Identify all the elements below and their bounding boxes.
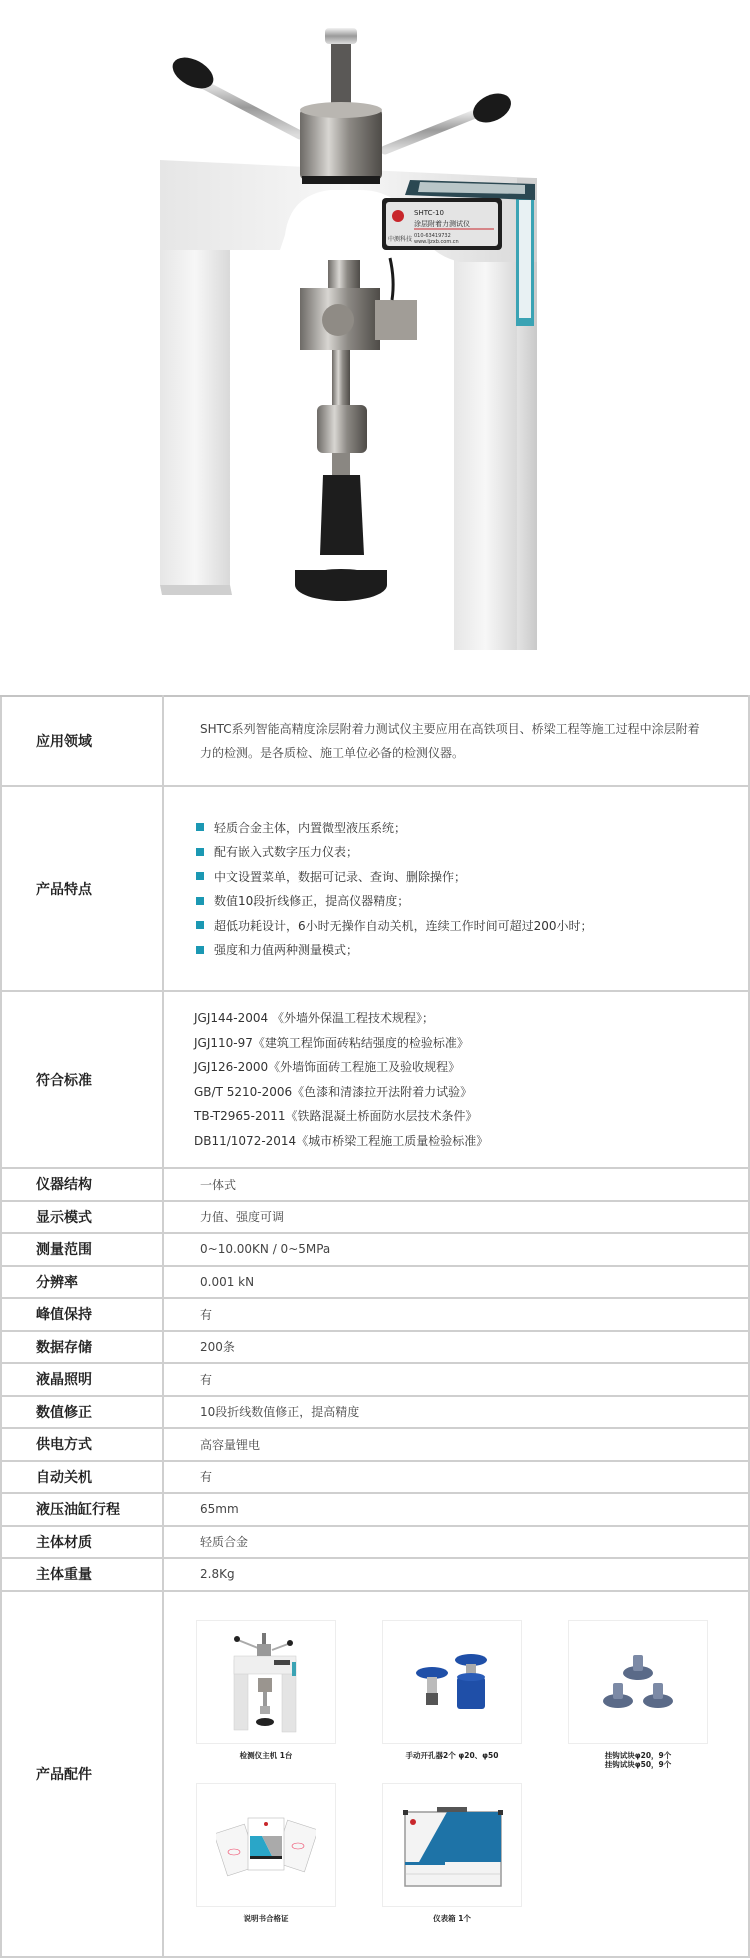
square-bullet-icon [196,921,204,929]
row-label: 峰值保持 [1,1298,163,1331]
row-label: 符合标准 [1,991,163,1168]
row-label: 分辨率 [1,1266,163,1299]
row-value: 200条 [163,1331,749,1364]
spec-row [1,1331,749,1364]
row-value: 10段折线数值修正，提高精度 [163,1396,749,1429]
spec-row [1,1363,749,1396]
accessory-caption: 手动开孔器2个 φ20、φ50 [405,1751,499,1760]
adhesion-tester-illustration [0,0,750,695]
row-label: 产品特点 [1,786,163,991]
svg-text:涂层附着力测试仪: 涂层附着力测试仪 [414,220,470,228]
spec-row-standards [1,991,749,1168]
row-label: 仪器结构 [1,1168,163,1201]
feature-item: 超低功耗设计，6小时无操作自动关机，连续工作时间可超过200小时； [196,913,748,938]
row-value: 有 [163,1298,749,1331]
product-hero-image [0,0,750,695]
spec-row [1,1526,749,1559]
accessory-item [568,1620,717,1769]
test-blocks-thumbnail [568,1620,708,1744]
row-label: 主体重量 [1,1558,163,1591]
spec-row-application [1,696,749,786]
row-value: 轻质合金 [163,1526,749,1559]
main-unit-thumbnail [196,1620,336,1744]
row-value: 有 [163,1461,749,1494]
accessory-grid [164,1598,748,1949]
svg-text:www.ljzxb.com.cn: www.ljzxb.com.cn [414,239,459,245]
spec-row [1,1396,749,1429]
square-bullet-icon [196,897,204,905]
spec-table [0,695,750,1958]
carrying-case-thumbnail [382,1783,522,1907]
application-text: SHTC系列智能高精度涂层附着力测试仪主要应用在高铁项目、桥梁工程等施工过程中涂层附着力的检测。是各质检、施工单位必备的检测仪器。 [200,722,700,760]
row-label: 数值修正 [1,1396,163,1429]
row-label: 显示模式 [1,1201,163,1234]
feature-item: 配有嵌入式数字压力仪表； [196,840,748,865]
square-bullet-icon [196,946,204,954]
spec-row [1,1201,749,1234]
row-value: 0.001 kN [163,1266,749,1299]
row-label: 数据存储 [1,1331,163,1364]
standard-item: JGJ144-2004 《外墙外保温工程技术规程》； [194,1011,434,1025]
svg-text:010-63419732: 010-63419732 [414,233,451,239]
spec-row [1,1266,749,1299]
accessory-item [196,1783,345,1923]
spec-row [1,1298,749,1331]
row-value: 2.8Kg [163,1558,749,1591]
row-label: 供电方式 [1,1428,163,1461]
feature-item: 轻质合金主体，内置微型液压系统； [196,815,748,840]
accessory-caption: 仪表箱 1个 [433,1914,471,1923]
square-bullet-icon [196,848,204,856]
feature-item: 强度和力值两种测量模式； [196,938,748,963]
accessory-caption: 检测仪主机 1台 [239,1751,293,1760]
row-label: 应用领域 [1,696,163,786]
svg-text:中测科技: 中测科技 [388,236,413,243]
row-value: 65mm [163,1493,749,1526]
row-value: 有 [163,1363,749,1396]
row-value: 高容量锂电 [163,1428,749,1461]
accessory-item [382,1620,531,1769]
standard-item: GB/T 5210-2006《色漆和清漆拉开法附着力试验》 [194,1084,473,1099]
row-label: 自动关机 [1,1461,163,1494]
row-label: 主体材质 [1,1526,163,1559]
standard-item: DB11/1072-2014《城市桥梁工程施工质量检验标准》 [194,1133,489,1148]
square-bullet-icon [196,823,204,831]
spec-row [1,1428,749,1461]
accessory-caption: 挂钩试块φ20，9个 挂钩试块φ50，9个 [604,1751,672,1769]
accessory-caption: 说明书合格证 [243,1914,289,1923]
spec-row-features [1,786,749,991]
row-label: 液压油缸行程 [1,1493,163,1526]
feature-item: 数值10段折线修正，提高仪器精度； [196,889,748,914]
feature-list [196,815,748,962]
svg-text:SHTC-10: SHTC-10 [414,209,444,217]
spec-row-accessories [1,1591,749,1957]
feature-item: 中文设置菜单，数据可记录、查询、删除操作； [196,864,748,889]
accessory-item [382,1783,531,1923]
hole-cutters-thumbnail [382,1620,522,1744]
standard-item: JGJ126-2000《外墙饰面砖工程施工及验收规程》 [194,1060,461,1074]
spec-row [1,1168,749,1201]
row-value: 力值、强度可调 [163,1201,749,1234]
spec-row [1,1558,749,1591]
standard-item: JGJ110-97《建筑工程饰面砖粘结强度的检验标准》 [194,1035,469,1050]
row-value: 一体式 [163,1168,749,1201]
spec-row [1,1461,749,1494]
accessory-item [196,1620,345,1769]
spec-row [1,1233,749,1266]
standards-list [194,1006,748,1153]
row-label: 液晶照明 [1,1363,163,1396]
spec-row [1,1493,749,1526]
square-bullet-icon [196,872,204,880]
row-label: 测量范围 [1,1233,163,1266]
row-label: 产品配件 [1,1591,163,1957]
manual-certificate-thumbnail [196,1783,336,1907]
row-value: 0~10.00KN / 0~5MPa [163,1233,749,1266]
standard-item: TB-T2965-2011《铁路混凝土桥面防水层技术条件》 [194,1109,478,1123]
